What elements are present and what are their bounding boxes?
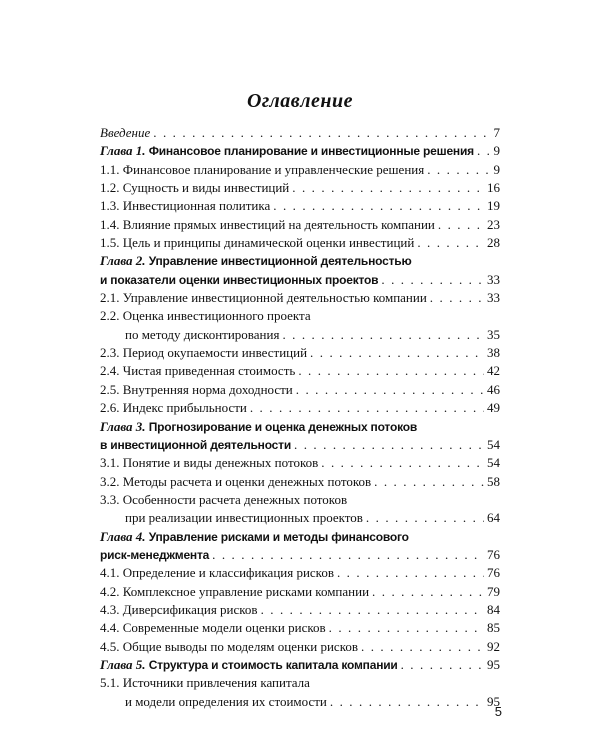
toc-entry xyxy=(100,656,500,674)
toc-entry xyxy=(100,252,500,270)
toc-entry-title: Управление рисками и методы финансового xyxy=(148,529,409,544)
chapter-label: Глава 5. xyxy=(100,656,146,672)
toc-entry-text xyxy=(100,656,398,674)
toc-page-number: 9 xyxy=(493,143,500,159)
toc-entry-title: в инвестиционной деятельности xyxy=(100,437,292,452)
toc-page-number: 76 xyxy=(487,565,500,581)
toc-entry-title: Структура и стоимость капитала компании xyxy=(148,657,398,672)
toc-entry-text xyxy=(100,142,474,160)
dot-leader xyxy=(250,399,484,417)
dot-leader xyxy=(417,234,484,252)
toc-entry-text xyxy=(100,583,369,601)
toc-entry-text xyxy=(100,362,295,380)
toc-entry-text xyxy=(100,289,427,307)
toc-page-number: 33 xyxy=(487,290,500,306)
toc-page-number: 95 xyxy=(487,656,500,672)
toc-entry-text xyxy=(100,619,326,637)
toc-entry xyxy=(100,528,500,546)
dot-leader xyxy=(292,179,484,197)
toc-page-number: 42 xyxy=(487,363,500,379)
toc-entry xyxy=(100,216,500,234)
toc-entry xyxy=(100,124,500,142)
toc-entry-text xyxy=(125,693,327,711)
toc-entry-text xyxy=(100,674,310,692)
toc-entry xyxy=(100,326,500,344)
toc-entry-title: 1.4. Влияние прямых инвестиций на деятельность компании xyxy=(100,216,435,232)
toc-entry-text xyxy=(100,381,293,399)
toc-entry-title: 2.1. Управление инвестиционной деятельностью компании xyxy=(100,290,427,306)
toc-entry-text xyxy=(100,601,258,619)
toc-entry-text xyxy=(100,179,289,197)
chapter-label: Глава 1. xyxy=(100,143,146,159)
toc-entry-text xyxy=(100,546,209,564)
toc-entry xyxy=(100,601,500,619)
toc-page-number: 7 xyxy=(493,125,500,140)
toc-entry-title: 3.2. Методы расчета и оценки денежных потоков xyxy=(100,473,372,489)
toc-entry-text xyxy=(100,418,417,436)
toc-entry xyxy=(100,344,500,362)
toc-entry xyxy=(100,307,500,325)
toc-entry xyxy=(100,142,500,160)
toc-page-number: 85 xyxy=(487,620,500,636)
toc-entry-text xyxy=(100,307,311,325)
dot-leader xyxy=(310,344,484,362)
dot-leader xyxy=(374,473,484,491)
toc-page-number: 84 xyxy=(487,601,500,617)
toc-entry-title: и модели определения их стоимости xyxy=(125,693,327,709)
dot-leader xyxy=(361,638,484,656)
toc-page-number: 33 xyxy=(487,271,500,287)
toc-entry xyxy=(100,362,500,380)
toc-page-number: 19 xyxy=(487,198,500,214)
toc-entry xyxy=(100,619,500,637)
toc-entry xyxy=(100,491,500,509)
toc-entry xyxy=(100,509,500,527)
toc-entry-text xyxy=(100,197,270,215)
dot-leader xyxy=(330,693,484,711)
toc-entry xyxy=(100,693,500,711)
toc-entry-title: Введение xyxy=(100,125,151,140)
toc-entry xyxy=(100,197,500,215)
dot-leader xyxy=(401,656,484,674)
dot-leader xyxy=(329,619,484,637)
toc-page-number: 9 xyxy=(493,161,500,177)
toc-entry-title: 1.5. Цель и принципы динамической оценки инвестиций xyxy=(100,235,415,251)
toc-entry-text xyxy=(100,454,318,472)
dot-leader xyxy=(298,362,484,380)
toc-entry-text xyxy=(125,326,279,344)
toc-entry-text xyxy=(100,399,247,417)
toc-entry-text xyxy=(100,216,435,234)
dot-leader xyxy=(381,271,484,289)
toc-entry-title: 3.1. Понятие и виды денежных потоков xyxy=(100,455,319,471)
chapter-label: Глава 2. xyxy=(100,253,146,269)
dot-leader xyxy=(321,454,484,472)
toc-page-number: 95 xyxy=(487,693,500,709)
toc-entry-text xyxy=(100,436,291,454)
toc-page-number: 46 xyxy=(487,381,500,397)
toc-entry-text xyxy=(100,344,307,362)
toc-entry-title: при реализации инвестиционных проектов xyxy=(125,510,363,526)
toc-entry xyxy=(100,473,500,491)
toc-entry xyxy=(100,436,500,454)
dot-leader xyxy=(296,381,484,399)
toc-entry-title: 4.2. Комплексное управление рисками компании xyxy=(100,583,370,599)
toc-entry-title: 4.4. Современные модели оценки рисков xyxy=(100,620,326,636)
toc-entry xyxy=(100,399,500,417)
toc-entry-title: 2.2. Оценка инвестиционного проекта xyxy=(100,308,311,324)
page-title: Оглавление xyxy=(246,90,353,112)
toc-entry xyxy=(100,271,500,289)
toc-entry-title: 1.2. Сущность и виды инвестиций xyxy=(100,180,290,196)
toc-entry-title: и показатели оценки инвестиционных проектов xyxy=(100,272,379,287)
toc-entry-text xyxy=(100,528,409,546)
toc-entry-text xyxy=(100,124,150,142)
toc-entry xyxy=(100,381,500,399)
toc-entry-title: риск-менеджмента xyxy=(100,547,210,562)
dot-leader xyxy=(427,161,490,179)
toc-page-number: 28 xyxy=(487,235,500,251)
toc-entry-text xyxy=(100,491,347,509)
toc-entry xyxy=(100,179,500,197)
toc-entry-title: 2.4. Чистая приведенная стоимость xyxy=(100,363,296,379)
toc-entry-title: 2.3. Период окупаемости инвестиций xyxy=(100,345,308,361)
dot-leader xyxy=(153,124,490,142)
dot-leader xyxy=(477,142,491,160)
toc-entry-title: Финансовое планирование и инвестиционные решения xyxy=(148,144,474,159)
dot-leader xyxy=(337,564,484,582)
toc-entry-title: по методу дисконтирования xyxy=(125,326,280,342)
toc-page-number: 92 xyxy=(487,638,500,654)
toc-entry-title: Управление инвестиционной деятельностью xyxy=(148,254,412,269)
toc-entry xyxy=(100,234,500,252)
toc-entry xyxy=(100,289,500,307)
toc-entry-title: 1.3. Инвестиционная политика xyxy=(100,198,271,214)
dot-leader xyxy=(430,289,484,307)
toc-page-number: 35 xyxy=(487,326,500,342)
toc-entry-title: 4.3. Диверсификация рисков xyxy=(100,601,258,617)
toc-entry-text xyxy=(100,271,378,289)
toc-entry xyxy=(100,583,500,601)
dot-leader xyxy=(273,197,484,215)
dot-leader xyxy=(366,509,484,527)
toc-entry xyxy=(100,418,500,436)
toc-page-number: 54 xyxy=(487,436,500,452)
toc-entry-title: 4.1. Определение и классификация рисков xyxy=(100,565,334,581)
toc-entry-title: 1.1. Финансовое планирование и управленческие решения xyxy=(100,161,425,177)
toc-entry xyxy=(100,454,500,472)
dot-leader xyxy=(438,216,484,234)
toc-page-number: 23 xyxy=(487,216,500,232)
toc-page-number: 58 xyxy=(487,473,500,489)
toc-entry xyxy=(100,638,500,656)
chapter-label: Глава 3. xyxy=(100,418,146,434)
page-number: 5 xyxy=(494,704,502,719)
toc-page-number: 16 xyxy=(487,180,500,196)
dot-leader xyxy=(261,601,484,619)
toc-entry xyxy=(100,546,500,564)
dot-leader xyxy=(372,583,484,601)
toc-page-number: 76 xyxy=(487,546,500,562)
toc-entry-title: Прогнозирование и оценка денежных потоков xyxy=(148,419,418,434)
toc-entry xyxy=(100,674,500,692)
toc-entry-text xyxy=(100,252,412,270)
toc-entry-text xyxy=(100,473,371,491)
toc-entry-title: 2.5. Внутренняя норма доходности xyxy=(100,381,293,397)
toc-entry-title: 5.1. Источники привлечения капитала xyxy=(100,675,310,691)
toc-entry-title: 4.5. Общие выводы по моделям оценки рисков xyxy=(100,638,359,654)
toc-page-number: 49 xyxy=(487,400,500,416)
toc-entry-text xyxy=(100,564,334,582)
toc-entry-title: 3.3. Особенности расчета денежных потоков xyxy=(100,491,348,507)
dot-leader xyxy=(212,546,484,564)
toc-page-number: 54 xyxy=(487,455,500,471)
dot-leader xyxy=(294,436,484,454)
chapter-label: Глава 4. xyxy=(100,528,146,544)
toc-entry-text xyxy=(100,234,414,252)
toc-entry xyxy=(100,161,500,179)
toc-page-number: 64 xyxy=(487,510,500,526)
table-of-contents xyxy=(100,124,500,711)
toc-entry-text xyxy=(125,509,363,527)
toc-entry xyxy=(100,564,500,582)
toc-entry-text xyxy=(100,638,358,656)
toc-page-number: 79 xyxy=(487,583,500,599)
toc-entry-title: 2.6. Индекс прибыльности xyxy=(100,400,247,416)
dot-leader xyxy=(282,326,484,344)
toc-entry-text xyxy=(100,161,424,179)
toc-page-number: 38 xyxy=(487,345,500,361)
